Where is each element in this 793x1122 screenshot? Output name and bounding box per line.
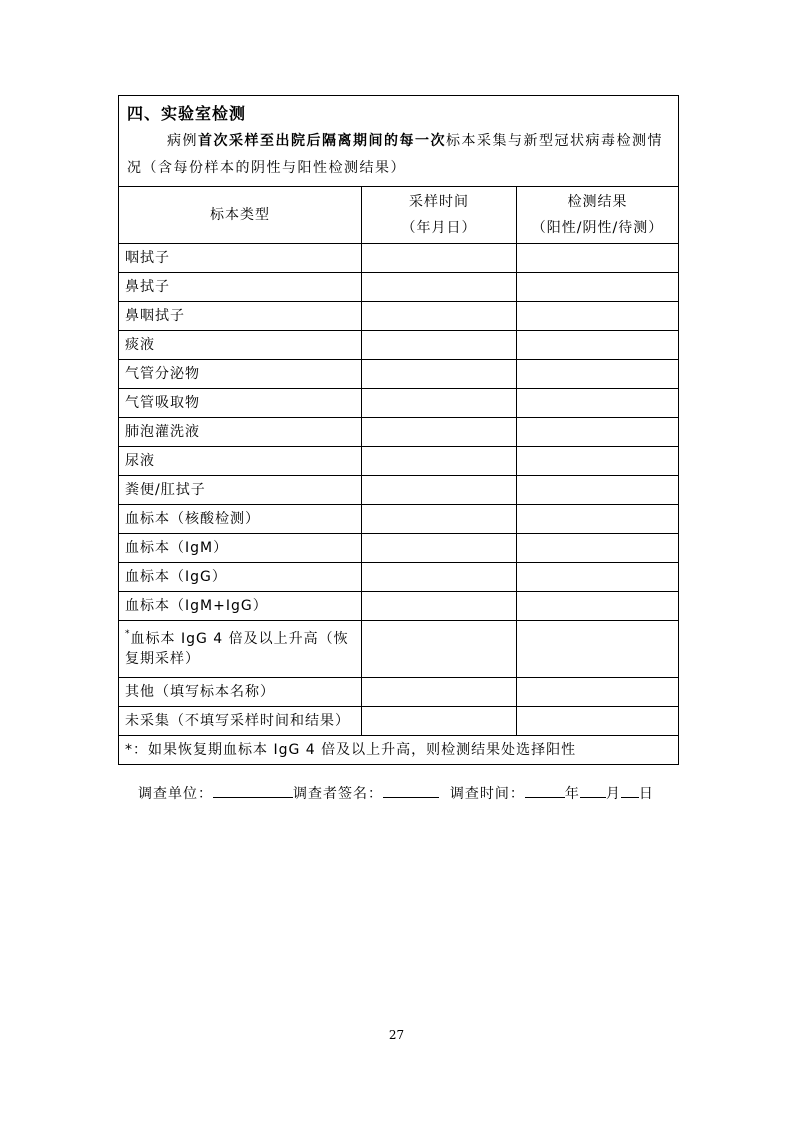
- intro-prefix: 病例: [167, 133, 198, 149]
- table-row: [119, 302, 679, 331]
- section-title: 四、实验室检测: [127, 104, 247, 123]
- test-result-cell[interactable]: [517, 621, 679, 678]
- month-field[interactable]: [580, 783, 606, 798]
- test-result-cell[interactable]: [517, 563, 679, 592]
- sampling-time-cell[interactable]: [362, 707, 517, 736]
- sampling-time-cell[interactable]: [362, 302, 517, 331]
- test-result-cell[interactable]: [517, 331, 679, 360]
- year-label: 年: [564, 786, 580, 802]
- header-test-result: [517, 187, 679, 244]
- specimen-type-cell: 气管分泌物: [119, 360, 362, 389]
- specimen-type-cell: 未采集（不填写采样时间和结果）: [119, 707, 362, 736]
- intro-bold: 首次采样至出院后隔离期间的每一次: [198, 133, 446, 149]
- table-row: [119, 505, 679, 534]
- table-row: [119, 360, 679, 389]
- sampling-time-cell[interactable]: [362, 331, 517, 360]
- investigator-signature-field[interactable]: [383, 783, 439, 798]
- section-header-row: [119, 96, 679, 187]
- table-row: [119, 447, 679, 476]
- test-result-cell[interactable]: [517, 505, 679, 534]
- test-result-cell[interactable]: [517, 592, 679, 621]
- specimen-type-cell: 血标本（核酸检测）: [119, 505, 362, 534]
- sampling-time-cell[interactable]: [362, 505, 517, 534]
- table-row: [119, 592, 679, 621]
- specimen-type-cell: 气管吸取物: [119, 389, 362, 418]
- specimen-type-cell: 粪便/肛拭子: [119, 476, 362, 505]
- table-row: [119, 476, 679, 505]
- month-label: 月: [605, 786, 621, 802]
- specimen-type-cell: 其他（填写标本名称）: [119, 678, 362, 707]
- specimen-type-cell: 鼻拭子: [119, 273, 362, 302]
- specimen-type-cell: 血标本（IgM+IgG）: [119, 592, 362, 621]
- specimen-type-cell: 鼻咽拭子: [119, 302, 362, 331]
- specimen-type-cell: [119, 621, 362, 678]
- table-row: [119, 707, 679, 736]
- sampling-time-cell[interactable]: [362, 678, 517, 707]
- test-result-cell[interactable]: [517, 678, 679, 707]
- test-result-cell[interactable]: [517, 389, 679, 418]
- header-sampling-time-unit: （年月日）: [401, 220, 477, 236]
- test-result-cell[interactable]: [517, 476, 679, 505]
- header-specimen-type: [119, 187, 362, 244]
- sampling-time-cell[interactable]: [362, 389, 517, 418]
- table-row: [119, 331, 679, 360]
- table-row: [119, 563, 679, 592]
- footnote-row: [119, 736, 679, 765]
- table-row: [119, 678, 679, 707]
- sampling-time-cell[interactable]: [362, 360, 517, 389]
- footnote-marker: *: [125, 629, 131, 639]
- table-row: [119, 418, 679, 447]
- page-number: 27: [388, 1028, 405, 1042]
- sampling-time-cell[interactable]: [362, 244, 517, 273]
- test-result-cell[interactable]: [517, 534, 679, 563]
- specimen-type-cell: 尿液: [119, 447, 362, 476]
- header-specimen-type-label: 标本类型: [210, 207, 270, 223]
- test-result-cell[interactable]: [517, 360, 679, 389]
- day-label: 日: [638, 786, 654, 802]
- year-field[interactable]: [525, 783, 565, 798]
- table-row: [119, 273, 679, 302]
- table-row: [119, 534, 679, 563]
- specimen-type-cell: 肺泡灌洗液: [119, 418, 362, 447]
- specimen-type-cell: 血标本（IgM）: [119, 534, 362, 563]
- section-header-cell: [119, 96, 679, 187]
- sampling-time-cell[interactable]: [362, 418, 517, 447]
- sampling-time-cell[interactable]: [362, 273, 517, 302]
- sampling-time-cell[interactable]: [362, 534, 517, 563]
- investigator-label: 调查者签名：: [293, 786, 383, 802]
- table-row: [119, 621, 679, 678]
- test-result-cell[interactable]: [517, 707, 679, 736]
- unit-field[interactable]: [213, 783, 293, 798]
- footnote-text: *：如果恢复期血标本 IgG 4 倍及以上升高，则检测结果处选择阳性: [119, 736, 679, 765]
- header-test-result-options: （阳性/阴性/待测）: [531, 220, 664, 236]
- sampling-time-cell[interactable]: [362, 592, 517, 621]
- test-result-cell[interactable]: [517, 273, 679, 302]
- time-label: 调查时间：: [449, 786, 525, 802]
- header-sampling-time-label: 采样时间: [409, 194, 469, 210]
- specimen-type-cell: 痰液: [119, 331, 362, 360]
- sampling-time-cell[interactable]: [362, 621, 517, 678]
- day-field[interactable]: [621, 783, 639, 798]
- sampling-time-cell[interactable]: [362, 563, 517, 592]
- table-row: [119, 389, 679, 418]
- specimen-type-label: 血标本 IgG 4 倍及以上升高（恢复期采样）: [125, 631, 349, 667]
- section-intro: [127, 128, 670, 182]
- sampling-time-cell[interactable]: [362, 476, 517, 505]
- specimen-type-cell: 咽拭子: [119, 244, 362, 273]
- test-result-cell[interactable]: [517, 302, 679, 331]
- header-test-result-label: 检测结果: [567, 194, 628, 210]
- table-header-row: [119, 187, 679, 244]
- sampling-time-cell[interactable]: [362, 447, 517, 476]
- specimen-type-cell: 血标本（IgG）: [119, 563, 362, 592]
- header-sampling-time: [362, 187, 517, 244]
- table-row: [119, 244, 679, 273]
- test-result-cell[interactable]: [517, 447, 679, 476]
- test-result-cell[interactable]: [517, 418, 679, 447]
- signature-line: [138, 783, 654, 803]
- laboratory-test-table: [118, 95, 679, 765]
- unit-label: 调查单位：: [138, 786, 213, 802]
- test-result-cell[interactable]: [517, 244, 679, 273]
- intro-rest: 标本采集与新型冠状病毒检测情况（含每份样本的阴性与阳性检测结果）: [127, 133, 663, 176]
